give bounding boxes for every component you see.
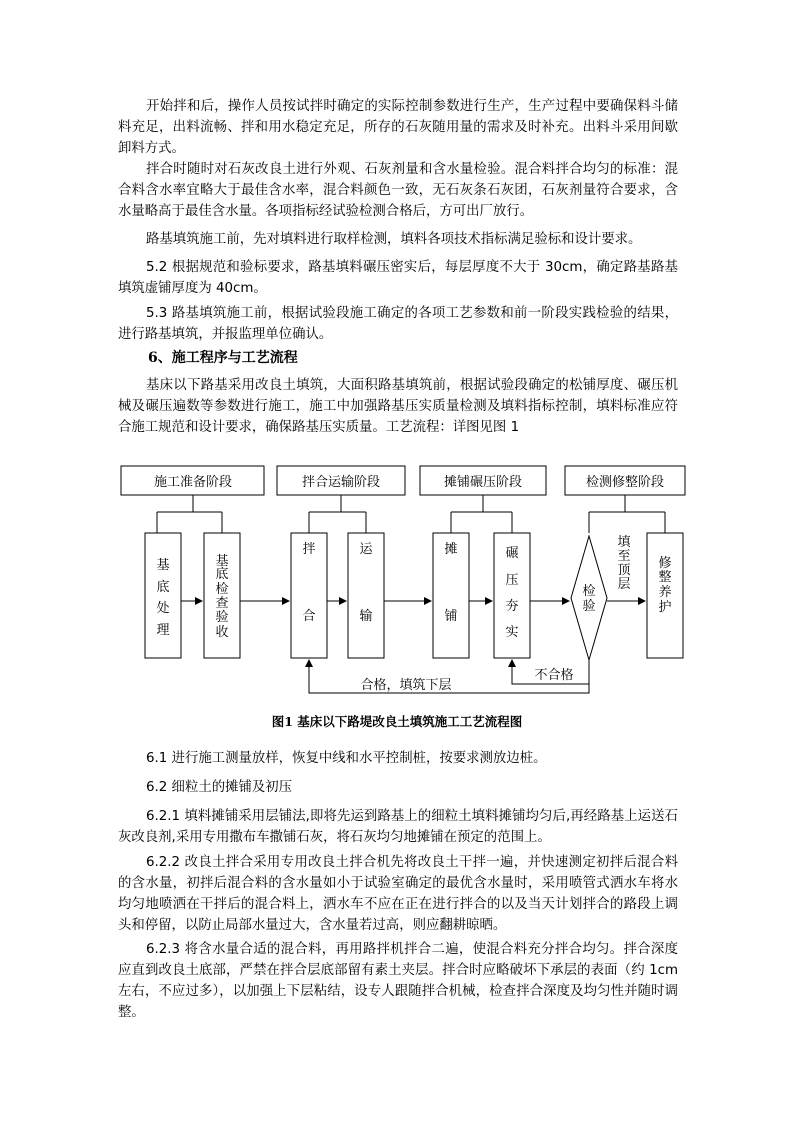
paragraph-6-1: 6.1 进行施工测量放样，恢复中线和水平控制桩，按要求测放边桩。 <box>146 751 547 766</box>
connector-preparation <box>157 495 222 533</box>
step-box-base-treatment <box>145 533 181 658</box>
step-char: 摊 <box>444 542 458 557</box>
step-char: 检 <box>582 584 596 599</box>
step-char: 检 <box>215 582 229 597</box>
connector-inspection <box>589 495 665 533</box>
paragraph-fill-test: 路基填筑施工前，先对填料进行取样检测，填料各项技术指标满足验标和设计要求。 <box>146 232 642 247</box>
paragraph-mixing-check: 拌合时随时对石灰改良土进行外观、石灰剂量和含水量检验。混合料拌合均匀的标准：混合料含水率宜略大于最佳含水率，混合料颜色一致，无石灰条石灰团，石灰剂量符合要求，含水量略高于最佳含水量。各项指标经试验检测合格后，方可出厂放行。 <box>118 162 678 219</box>
stage-label-paving-rolling: 摊铺碾压阶段 <box>443 475 523 490</box>
stage-label-mixing-transport: 拌合运输阶段 <box>301 475 381 490</box>
step-char: 养 <box>658 585 672 600</box>
side-label-char: 填 <box>617 535 631 550</box>
step-char: 整 <box>658 570 672 585</box>
step-char: 底 <box>156 580 170 595</box>
step-char: 基 <box>215 554 229 569</box>
step-char: 输 <box>359 609 373 624</box>
step-char: 处 <box>156 601 170 616</box>
paragraph-6-2-1: 6.2.1 填料摊铺采用层铺法,即将先运到路基上的细粒土填料摊铺均匀后,再经路基上运送石灰改良剂,采用专用撒布车撒铺石灰，将石灰均匀地摊铺在预定的范围上。 <box>118 809 678 845</box>
paragraph-mixing-start: 开始拌和后，操作人员按试拌时确定的实际控制参数进行生产，生产过程中要确保料斗储料充足，出料流畅、拌和用水稳定充足，所存的石灰随用量的需求及时补充。出料斗采用间歇卸料方式。 <box>118 99 678 156</box>
section-heading-6: 6、施工程序与工艺流程 <box>148 350 298 366</box>
step-char: 基 <box>156 558 170 573</box>
step-char: 实 <box>505 625 519 640</box>
step-char: 拌 <box>302 542 316 557</box>
step-char: 查 <box>215 596 229 611</box>
step-char: 铺 <box>444 609 458 624</box>
side-label-char: 层 <box>617 577 631 592</box>
step-char: 收 <box>215 625 229 640</box>
step-char: 压 <box>505 573 519 588</box>
step-char: 护 <box>658 600 672 615</box>
connector-paving <box>451 495 512 533</box>
pass-label: 合格，填筑下层 <box>360 678 452 693</box>
side-label-char: 至 <box>617 549 631 564</box>
paragraph-5-3: 5.3 路基填筑施工前，根据试验段施工确定的各项工艺参数和前一阶段实践检验的结果，进行路基填筑，并报监理单位确认。 <box>118 306 678 342</box>
step-char: 夯 <box>505 599 519 614</box>
step-char: 理 <box>156 623 170 638</box>
step-char: 修 <box>658 556 672 571</box>
stage-label-inspection-repair: 检测修整阶段 <box>585 475 665 490</box>
step-char: 底 <box>215 567 229 582</box>
paragraph-6-2: 6.2 细粒土的摊铺及初压 <box>146 780 293 795</box>
step-char: 合 <box>302 609 316 624</box>
side-label-char: 顶 <box>617 563 631 578</box>
step-char: 碾 <box>505 546 519 561</box>
fail-label: 不合格 <box>534 668 574 683</box>
figure-caption: 图1 基床以下路堤改良土填筑施工工艺流程图 <box>271 714 523 729</box>
connector-mixing <box>309 495 366 533</box>
step-char: 运 <box>359 542 373 557</box>
paragraph-6-intro: 基床以下路基采用改良土填筑，大面积路基填筑前，根据试验段确定的松铺厚度、碾压机械及碾压遍数等参数进行施工，施工中加强路基压实质量检测及填料指标控制，填料标准应符合施工规范和设计要求，确保路基压实质量。工艺流程：详图见图 1 <box>118 378 678 435</box>
paragraph-5-2: 5.2 根据规范和验标要求，路基填料碾压密实后，每层厚度不大于 30cm，确定路基路基填筑虚铺厚度为 40cm。 <box>118 260 678 296</box>
paragraph-6-2-2: 6.2.2 改良土拌合采用专用改良土拌合机先将改良土干拌一遍，并快速测定初拌后混合料的含水量，初拌后混合料的含水量如小于试验室确定的最优含水量时，采用喷管式洒水车将水均匀地喷洒在干拌后的混合料上，洒水车不应在正在进行拌合的以及当天计划拌合的路段上调头和停留，以防止局部水量过大，含水量若过高，则应翻耕晾晒。 <box>118 855 678 933</box>
step-char: 验 <box>215 610 229 625</box>
paragraph-6-2-3: 6.2.3 将含水量合适的混合料，再用路拌机拌合二遍，使混合料充分拌合均匀。拌合深度应直到改良土底部，严禁在拌合层底部留有素土夹层。拌合时应略破坏下承层的表面（约 1cm 左右，不应过多），以加强上下层粘结，设专人跟随拌合机械，检查拌合深度及均匀性并随时调整。 <box>118 942 678 1020</box>
step-char: 验 <box>582 599 596 614</box>
stage-label-preparation: 施工准备阶段 <box>153 475 233 490</box>
